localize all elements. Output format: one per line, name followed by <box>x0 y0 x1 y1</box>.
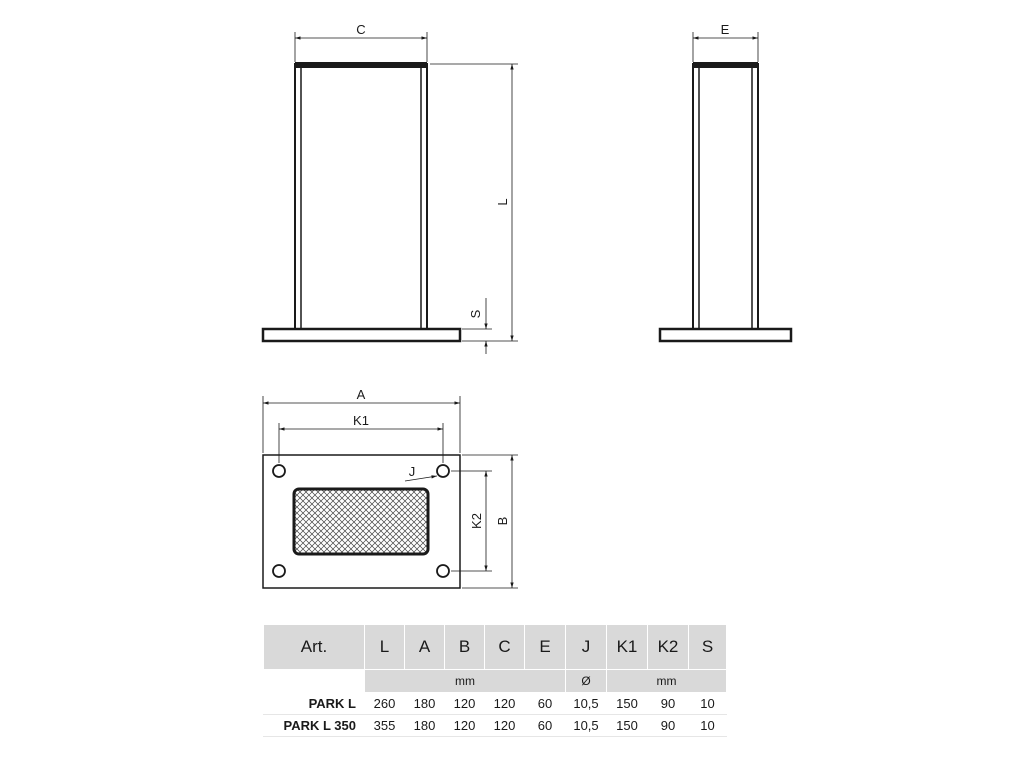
label-b: B <box>495 516 510 526</box>
cell: 60 <box>525 693 566 715</box>
units-mm-right: mm <box>607 670 727 693</box>
table-row <box>264 693 727 715</box>
table-row <box>264 715 727 737</box>
cell: 120 <box>485 715 525 737</box>
label-j: J <box>408 464 416 479</box>
cell: 150 <box>607 715 648 737</box>
header-j: J <box>566 625 607 670</box>
cell: 60 <box>525 715 566 737</box>
cell: 120 <box>485 693 525 715</box>
mounting-hole-bottom-right <box>437 565 449 577</box>
header-b: B <box>445 625 485 670</box>
cell: 180 <box>405 693 445 715</box>
label-s: S <box>468 309 483 319</box>
label-k2: K2 <box>469 513 484 529</box>
cell: 120 <box>445 715 485 737</box>
label-l: L <box>495 198 510 206</box>
header-art: Art. <box>264 625 365 670</box>
header-a: A <box>405 625 445 670</box>
header-k1: K1 <box>607 625 648 670</box>
front-base-plate <box>263 329 460 341</box>
units-mm-left: mm <box>365 670 566 693</box>
cell: 10,5 <box>566 715 607 737</box>
units-diameter: Ø <box>566 670 607 693</box>
cell: 260 <box>365 693 405 715</box>
cell: 10 <box>689 715 727 737</box>
header-e: E <box>525 625 566 670</box>
header-l: L <box>365 625 405 670</box>
label-k1: K1 <box>353 413 369 428</box>
label-e: E <box>720 22 730 37</box>
side-post-outline <box>693 64 758 329</box>
mounting-hole-top-left <box>273 465 285 477</box>
cell: 150 <box>607 693 648 715</box>
cell: 10,5 <box>566 693 607 715</box>
header-c: C <box>485 625 525 670</box>
front-post-outline <box>295 64 427 329</box>
row-art: PARK L 350 <box>264 715 365 737</box>
cell: 355 <box>365 715 405 737</box>
front-top-cap <box>295 62 427 68</box>
side-top-cap <box>693 62 758 68</box>
cell: 90 <box>648 715 689 737</box>
cell: 10 <box>689 693 727 715</box>
header-k2: K2 <box>648 625 689 670</box>
dimension-e <box>693 22 758 62</box>
front-view <box>263 22 518 354</box>
dimension-s <box>462 298 492 354</box>
mounting-hole-bottom-left <box>273 565 285 577</box>
table-units-row <box>264 670 727 693</box>
side-view <box>660 22 791 341</box>
post-section-mesh <box>294 489 428 554</box>
cell: 120 <box>445 693 485 715</box>
mounting-hole-top-right <box>437 465 449 477</box>
dimension-c <box>295 22 427 62</box>
spec-table <box>263 624 727 737</box>
units-blank <box>264 670 365 693</box>
cell: 180 <box>405 715 445 737</box>
row-art: PARK L <box>264 693 365 715</box>
side-base-plate <box>660 329 791 341</box>
top-view <box>263 387 518 588</box>
label-c: C <box>356 22 366 37</box>
label-a: A <box>356 387 366 402</box>
cell: 90 <box>648 693 689 715</box>
dimension-l <box>430 64 518 341</box>
header-s: S <box>689 625 727 670</box>
table-header-row <box>264 625 727 670</box>
